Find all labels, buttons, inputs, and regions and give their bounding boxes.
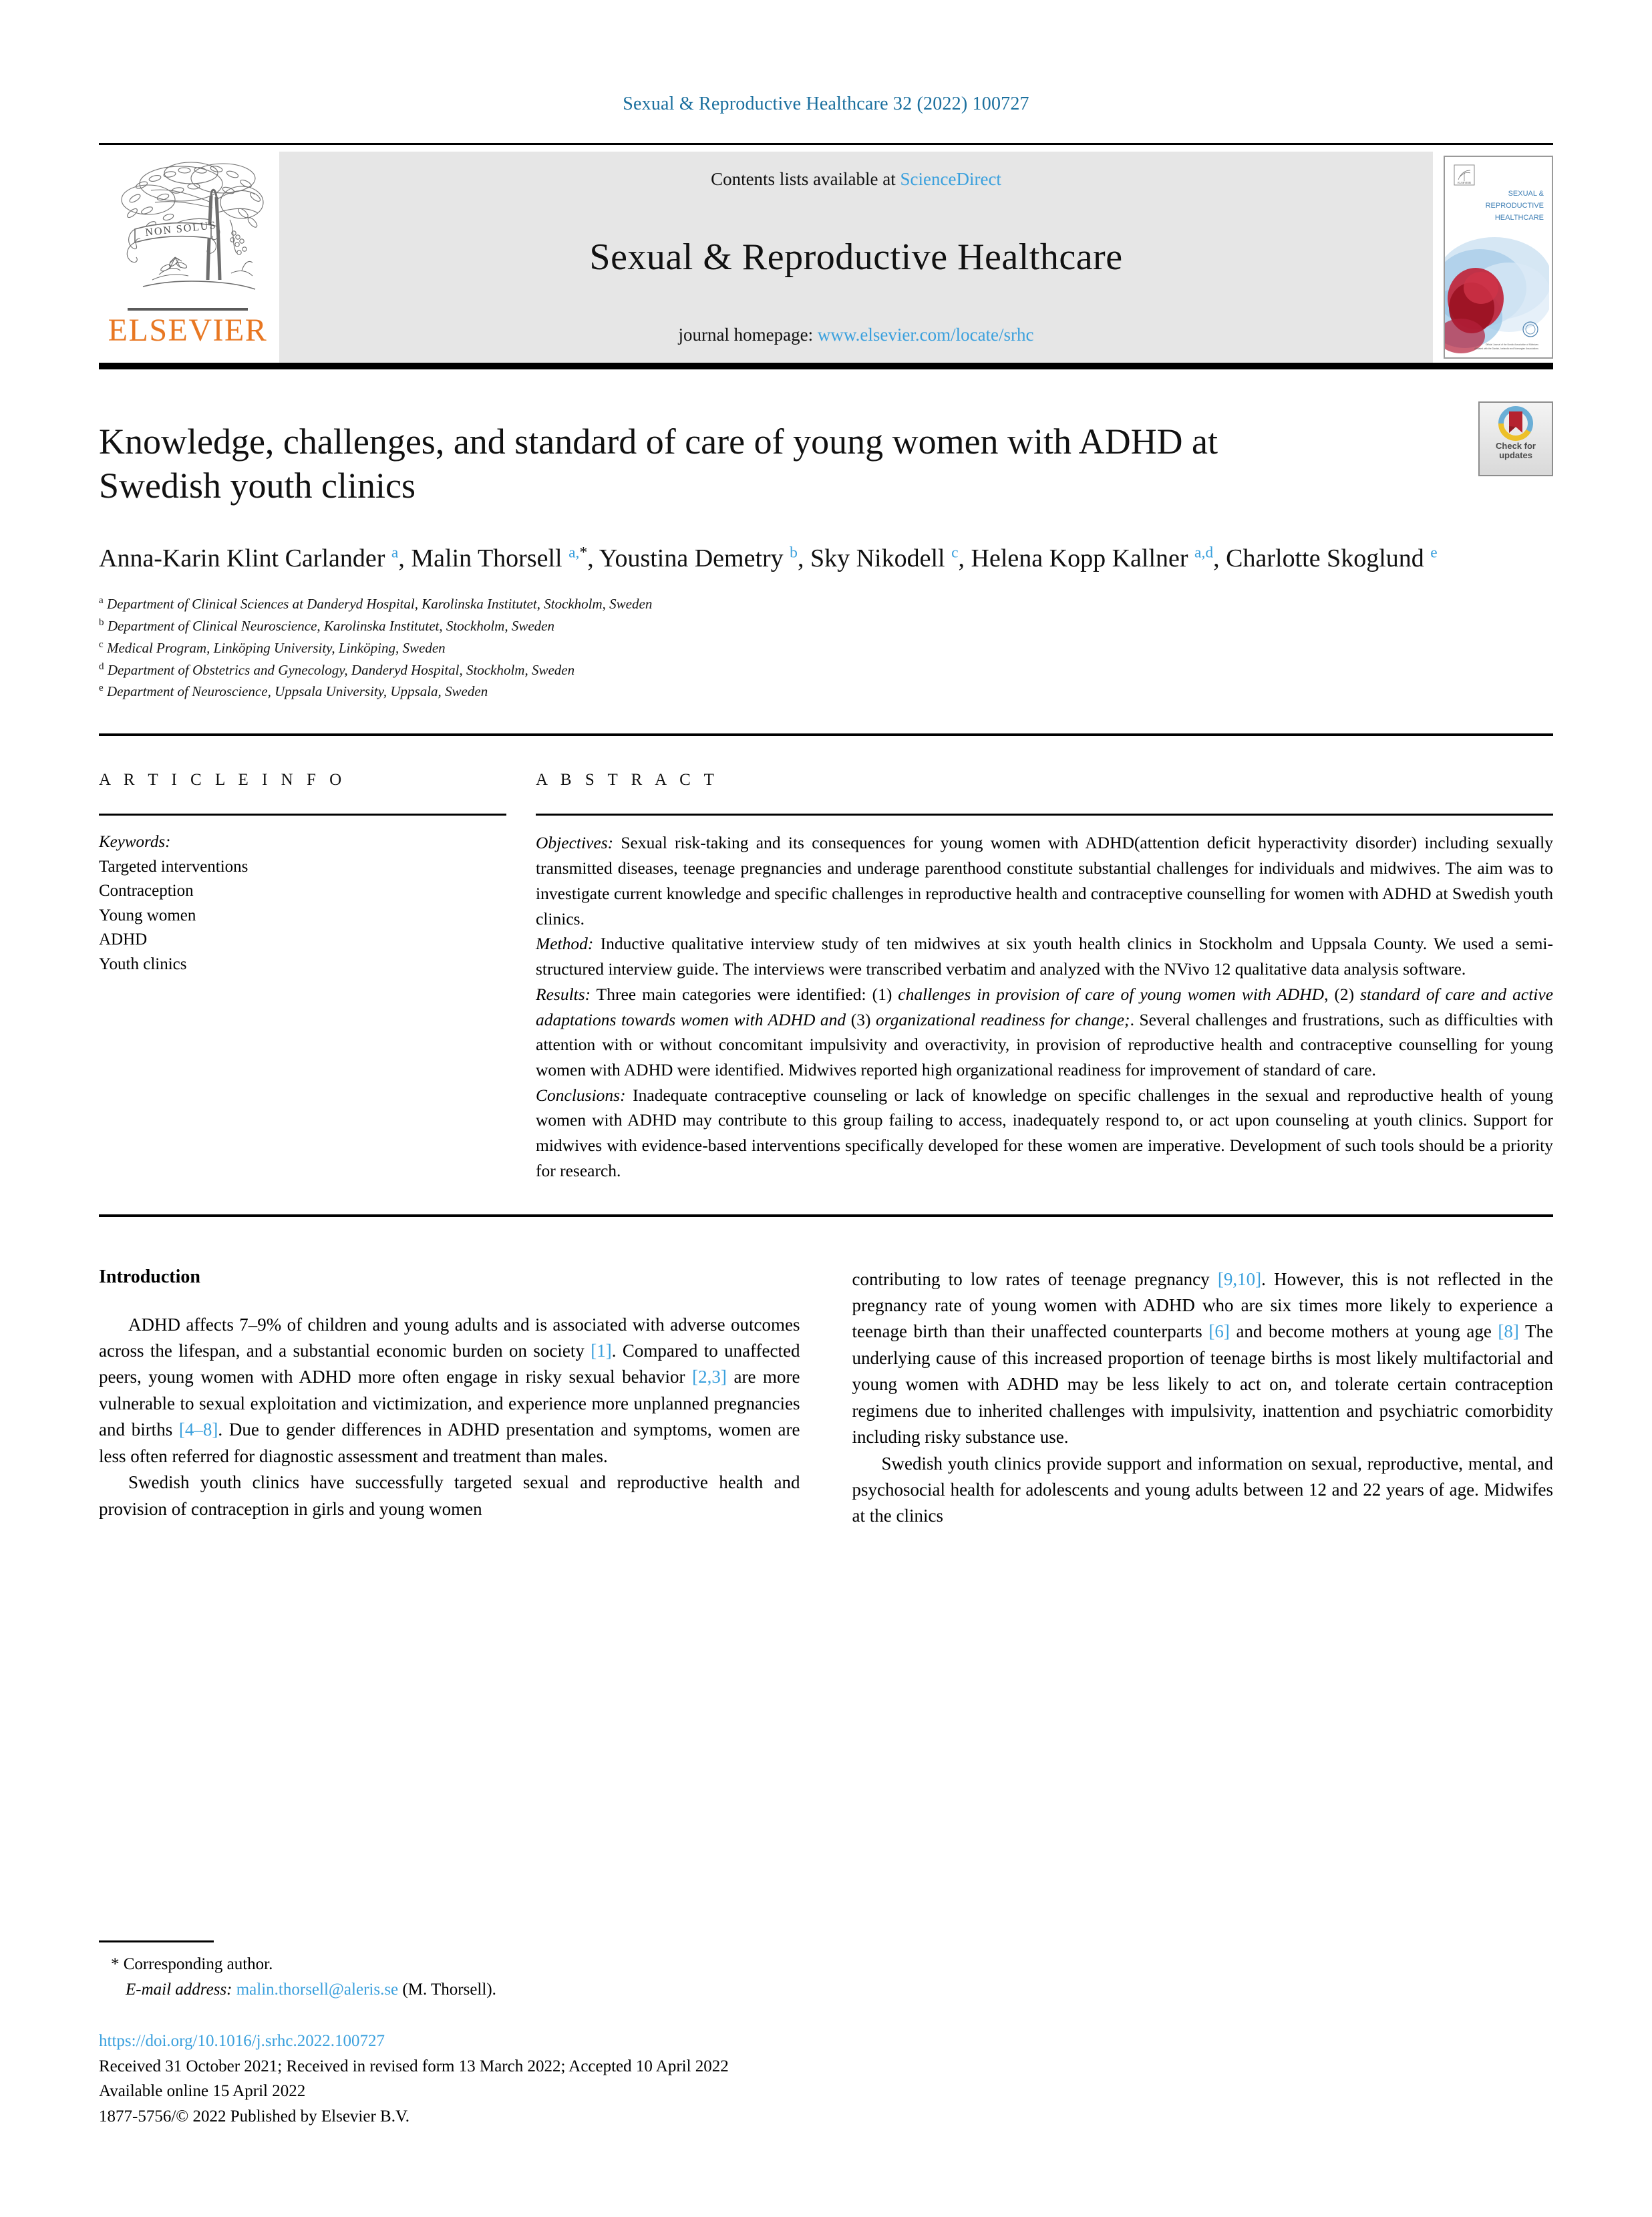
intro-paragraph-4: Swedish youth clinics provide support and information on sexual, reproductive, mental, and psychosocial health for adolescents and young adults between 12 and 22 years of age. Midwifes at the clinics [852,1453,1553,1526]
abstract-method-label: Method: [536,934,594,954]
masthead-center-panel [279,152,1433,363]
body-column-right [852,1266,1554,1530]
affiliation-mark: d [99,661,104,672]
email-line [111,1977,815,2003]
keyword-item: ADHD [99,930,148,949]
abstract-conclusions-label: Conclusions: [536,1085,626,1105]
citation-ref-6[interactable]: [8] [1498,1321,1519,1342]
cover-title-line2: REPRODUCTIVE [1485,202,1544,210]
body-columns [99,1266,1553,1530]
keyword-item: Youth clinics [99,955,187,973]
elsevier-tree-icon [111,156,265,308]
abstract-column [536,771,1553,1183]
crossmark-badge[interactable] [1478,401,1553,476]
svg-text:NON SOLUS: NON SOLUS [144,219,218,238]
affiliation-item [99,681,1553,703]
cover-title-line3: HEALTHCARE [1494,214,1544,222]
abstract-body [536,830,1553,1183]
intro-p3-part-a: contributing to low rates of teenage pregnancy [852,1268,1218,1289]
keyword-item: Young women [99,906,196,924]
abstract-results-label: Results: [536,984,591,1004]
article-info-rule [99,814,506,816]
abstract-conclusions [536,1083,1553,1184]
email-label: E-mail address: [126,1980,232,1999]
abstract-method [536,931,1553,981]
journal-homepage-link[interactable]: www.elsevier.com/locate/srhc [817,325,1034,345]
elsevier-logo [99,152,277,363]
abstract-results-text-2: , (2) [1324,984,1361,1004]
intro-paragraph-1 [99,1312,800,1470]
abstract-results-text-3: (3) [846,1009,876,1029]
page-title: Knowledge, challenges, and standard of care of young women with ADHD at Swedish youth clinics [99,421,1218,506]
citation-ref-4[interactable]: [9,10] [1217,1268,1262,1289]
svg-text:ELSEVIER: ELSEVIER [1458,181,1471,184]
corresponding-author-note [99,1952,815,2002]
citation-ref-1[interactable]: [1] [591,1341,612,1361]
intro-p3-part-d: The underlying cause of this increased proportion of teenage births is most likely multifactorial and young women with ADHD may be less likely to act on, and tolerate certain contraception regimens due to inherited challenges with impulsivity, inattention and psychiatric comorbidity including risky substance use. [852,1321,1553,1447]
journal-homepage-line [678,325,1033,345]
affiliation-item [99,659,1553,681]
body-column-left [99,1266,800,1530]
affiliation-mark: a [99,594,104,606]
intro-p1-part-b: . Compared to unaffected peers, young women with ADHD more often engage in risky sexual behavior [99,1341,800,1387]
masthead-top-rule [99,143,1553,145]
journal-title: Sexual & Reproductive Healthcare [589,236,1123,278]
citation-ref-5[interactable]: [6] [1208,1321,1230,1342]
affiliation-text: Medical Program, Linköping University, Linköping, Sweden [106,639,446,656]
contents-prefix: Contents lists available at [711,169,900,189]
crossmark-label [1496,442,1536,460]
journal-cover-art [1445,157,1549,355]
intro-p3-part-b: . However, this is not reflected in the pregnancy rate of young women with ADHD who are six times more likely to experience a teenage birth than their unaffected counterparts [852,1268,1553,1342]
intro-p1-part-d: . Due to gender differences in ADHD presentation and symptoms, women are less often referred for diagnostic assessment and treatment than males. [99,1419,800,1466]
affiliation-mark: e [99,683,104,694]
abstract-results-category-2: standard of care and active adaptations towards women with ADHD and [536,984,1554,1029]
affiliation-text: Department of Clinical Neuroscience, Karolinska Institutet, Stockholm, Sweden [107,617,554,634]
abstract-heading: A B S T R A C T [536,771,719,790]
affiliation-text: Department of Neuroscience, Uppsala University, Uppsala, Sweden [106,683,488,700]
intro-p1-part-c: are more vulnerable to sexual exploitation and victimization, and experience more unplanned pregnancies and births [99,1367,800,1440]
author-list: Anna-Karin Klint Carlander $^a$, Malin Thorsell $^{a,*}$, Youstina Demetry $^b$, Sky Nikodell $^c$, Helena Kopp Kallner $^{a,d}$, Charlotte Skoglund $^e$ [99,544,1438,572]
abstract-bottom-rule [99,1214,1553,1217]
page-footer [99,1940,815,2129]
corresponding-mark: * [111,1955,120,1973]
abstract-objectives-text: Sexual risk-taking and its consequences for young women with ADHD(attention deficit hyperactivity disorder) including sexually transmitted diseases, teenage pregnancies and underage parenthood constitute substantial challenges for individuals and midwives. The aim was to investigate current knowledge and specific challenges in reproductive health and contraceptive counselling for women with ADHD at Swedish youth clinics. [536,833,1553,928]
footnote-rule [99,1940,214,1942]
doi-link[interactable]: https://doi.org/10.1016/j.srhc.2022.100727 [99,2032,385,2050]
intro-p1-part-a: ADHD affects 7–9% of children and young adults and is associated with adverse outcomes across the lifespan, and a substantial economic burden on society [99,1314,800,1361]
affiliation-item [99,615,1553,637]
intro-p3-part-c: and become mothers at young age [1229,1321,1498,1342]
abstract-results [536,982,1553,1083]
crossmark-line2: updates [1499,450,1532,461]
masthead-bottom-rule [99,363,1553,369]
elsevier-logo-bar [128,308,248,311]
cover-title-line1: SEXUAL & [1508,190,1544,198]
corresponding-author-line [111,1952,815,1977]
crossmark-line1: Check for [1496,441,1536,451]
abstract-conclusions-text: Inadequate contraceptive counseling or lack of knowledge on specific challenges in the sexual and reproductive health of young women with ADHD may contribute to this group failing to access, inadequately respond to, or act upon counseling at youth clinics. Support for midwives with evidence-based interventions specifically developed for these women are imperative. Development of such tools should be a priority for research. [536,1085,1553,1180]
publication-metadata [99,2029,815,2129]
affiliation-mark: b [99,617,104,628]
article-info-column [99,771,506,1183]
abstract-objectives-label: Objectives: [536,833,614,853]
svg-text:Official Journal of the Nordic: Official Journal of the Nordic Association of Midwives [1485,343,1538,346]
abstract-top-rule [99,733,1553,736]
journal-cover-thumbnail [1444,156,1553,359]
abstract-results-category-1: challenges in provision of care of young women with ADHD [898,984,1325,1004]
abstract-rule [536,814,1553,816]
abstract-method-text: Inductive qualitative interview study of ten midwives at six youth health clinics in Stockholm and Uppsala County. We used a semi-structured interview guide. The interviews were transcribed verbatim and analyzed with the NVivo 12 qualitative data analysis software. [536,934,1553,979]
elsevier-wordmark: ELSEVIER [108,313,268,348]
affiliation-list [99,593,1553,703]
info-abstract-block [99,771,1553,1183]
abstract-results-text-4: . Several challenges and frustrations, such as difficulties with attention with or without concomitant impulsivity and overactivity, in provision of reproductive health and contraceptive counselling for young women with ADHD were identified. Midwives reported high organizational readiness for improvement of standard of care. [536,1009,1554,1079]
svg-text:Affiliated with the Danish, Ic: Affiliated with the Danish, Icelandic and Norwegian Associations [1474,347,1538,350]
article-info-heading: A R T I C L E I N F O [99,771,347,790]
abstract-results-category-3: organizational readiness for change; [876,1009,1130,1029]
email-suffix: (M. Thorsell). [402,1980,496,1999]
citation-ref-3[interactable]: [4–8] [178,1419,218,1440]
citation-ref-2[interactable]: [2,3] [692,1367,727,1387]
keyword-item: Targeted interventions [99,857,249,876]
intro-paragraph-2: Swedish youth clinics have successfully targeted sexual and reproductive health and provision of contraception in girls and young women [99,1472,800,1519]
keywords-list [99,830,506,977]
abstract-results-text-1: Three main categories were identified: (1) [591,984,898,1004]
affiliation-item [99,593,1553,615]
section-heading-introduction: Introduction [99,1266,200,1287]
received-dates-line: Received 31 October 2021; Received in revised form 13 March 2022; Accepted 10 April 2022 [99,2057,729,2075]
corresponding-label: Corresponding author. [123,1955,273,1973]
crossmark-icon [1495,406,1536,441]
contents-line [711,169,1001,190]
affiliation-text: Department of Obstetrics and Gynecology, Danderyd Hospital, Stockholm, Sweden [107,661,575,678]
available-online-line: Available online 15 April 2022 [99,2082,306,2100]
issn-copyright-line: 1877-5756/© 2022 Published by Elsevier B.V. [99,2107,410,2125]
email-link[interactable]: malin.thorsell@aleris.se [236,1980,399,1999]
intro-paragraph-3 [852,1266,1554,1451]
keyword-item: Contraception [99,882,194,900]
keywords-label: Keywords: [99,833,171,852]
journal-masthead [99,152,1553,363]
affiliation-item [99,637,1553,659]
sciencedirect-link[interactable]: ScienceDirect [900,169,1001,189]
homepage-prefix: journal homepage: [678,325,818,345]
title-area [99,420,1553,703]
affiliation-mark: c [99,639,104,650]
abstract-objectives [536,830,1553,931]
running-head: Sexual & Reproductive Healthcare 32 (2022) 100727 [623,94,1029,114]
affiliation-text: Department of Clinical Sciences at Danderyd Hospital, Karolinska Institutet, Stockholm, Sweden [106,595,653,612]
